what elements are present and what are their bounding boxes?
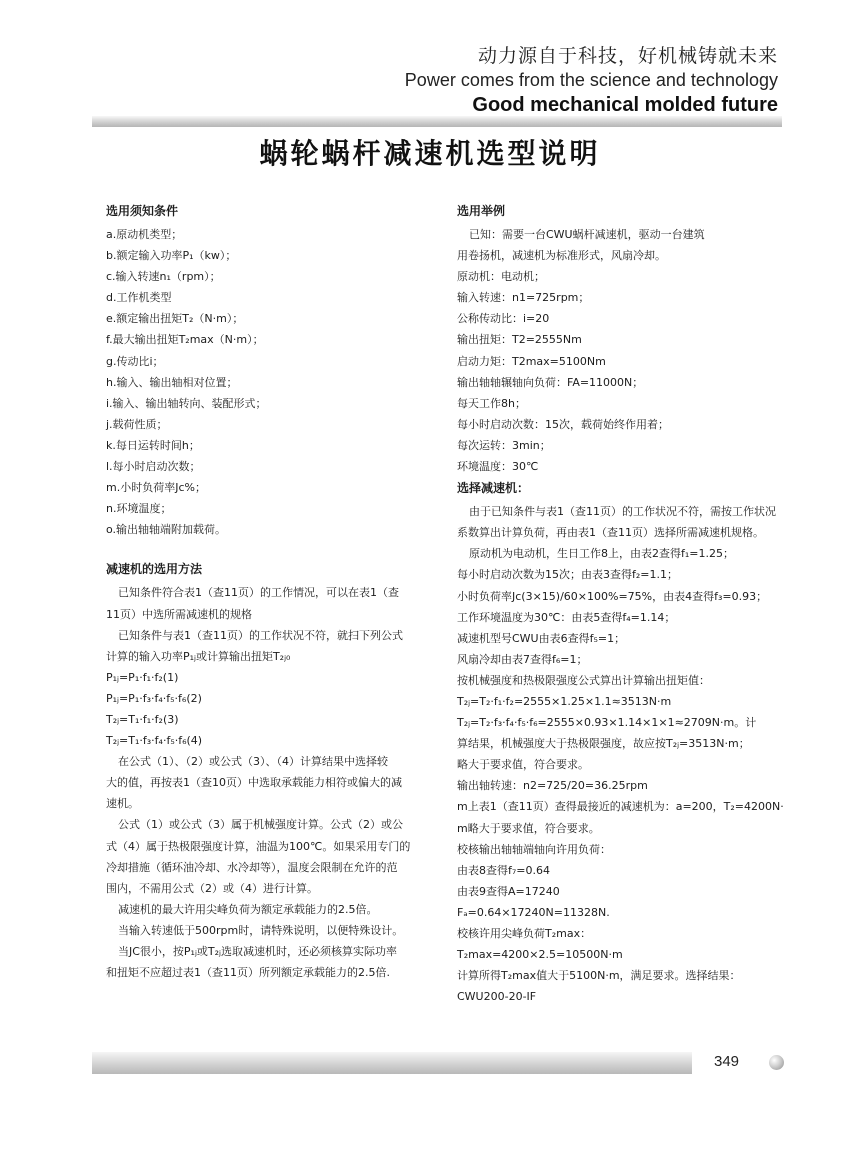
select-line: 由表8查得f₇=0.64 [457, 863, 550, 877]
condition-item: f.最大输出扭矩T₂max（N·m）； [106, 333, 264, 347]
method-line: 大的值，再按表1（查10页）中选取承载能力相符或偏大的减 [106, 776, 402, 790]
example-line: 每次运转：3min； [457, 438, 551, 452]
select-line: 按机械强度和热极限强度公式算出计算输出扭矩值： [457, 673, 710, 687]
slogan-english-line-1: Power comes from the science and technology [404, 70, 778, 90]
method-line: 已知条件符合表1（查11页）的工作情况，可以在表1（查 [118, 586, 399, 600]
select-line: 由于已知条件与表1（查11页）的工作状况不符，需按工作状况 [469, 505, 776, 519]
example-line: 公称传动比：i=20 [457, 312, 550, 326]
conditions-list [106, 224, 406, 540]
select-line: 每小时启动次数为15次；由表3查得f₂=1.1； [457, 568, 678, 582]
select-line: m上表1（查11页）查得最接近的减速机为：a=200，T₂=4200N· [457, 800, 784, 814]
condition-item: k.每日运转时间h； [106, 438, 200, 452]
method-line: 和扭矩不应超过表1（查11页）所列额定承载能力的2.5倍. [106, 966, 390, 980]
condition-item: l.每小时启动次数； [106, 460, 201, 474]
page-dot-icon [769, 1055, 784, 1070]
method-line: 当JC很小，按P₁ⱼ或T₂ⱼ选取减速机时，还必须核算实际功率 [118, 945, 397, 958]
condition-item: a.原动机类型； [106, 228, 183, 241]
condition-item: m.小时负荷率Jc%； [106, 481, 206, 495]
example-line: 已知：需要一台CWU蜗杆减速机，驱动一台建筑 [469, 228, 705, 241]
select-line: 输出轴转速：n2=725/20=36.25rpm [457, 779, 648, 793]
method-line: 11页）中选所需减速机的规格 [106, 607, 252, 621]
page-title: 蜗轮蜗杆减速机选型说明 [259, 137, 601, 170]
method-line: 公式（1）或公式（3）属于机械强度计算。公式（2）或公 [118, 818, 403, 832]
select-line: 工作环境温度为30℃：由表5查得f₄=1.14； [457, 610, 676, 624]
formula-line: P₁ⱼ=P₁·f₁·f₂(1) [106, 670, 179, 684]
formula-line: T₂ⱼ=T₂·f₃·f₄·f₅·f₆=2555×0.93×1.14×1×1≈2709N·m。计 [457, 716, 757, 730]
example-line: 每天工作8h； [457, 396, 526, 410]
select-line: 风扇冷却由表7查得f₆=1； [457, 652, 588, 666]
formula-line: T₂ⱼ=T₂·f₁·f₂=2555×1.25×1.1≈3513N·m [457, 694, 672, 708]
condition-item: b.额定输入功率P₁（kw）； [106, 249, 237, 263]
example-line: 原动机：电动机； [457, 270, 545, 284]
condition-item: c.输入转速n₁（rpm）； [106, 270, 221, 284]
select-line: 由表9查得A=17240 [457, 884, 560, 898]
example-line: 用卷扬机，减速机为标准形式，风扇冷却。 [457, 249, 666, 263]
select-line: m略大于要求值，符合要求。 [457, 821, 600, 835]
select-line: 计算所得T₂max值大于5100N·m，满足要求。选择结果： [457, 969, 741, 983]
condition-item: g.传动比i； [106, 354, 164, 368]
method-line: 当输入转速低于500rpm时，请特殊说明，以便特殊设计。 [118, 923, 404, 937]
method-line: 在公式（1）、（2）或公式（3）、（4）计算结果中选择较 [118, 755, 388, 769]
method-line: 围内，不需用公式（2）或（4）进行计算。 [106, 881, 318, 895]
condition-item: d.工作机类型 [106, 291, 172, 305]
footer-divider [92, 1052, 692, 1074]
conditions-heading: 选用须知条件 [106, 204, 179, 218]
select-line: 略大于要求值，符合要求。 [457, 758, 589, 772]
select-line: 减速机型号CWU由表6查得f₅=1； [457, 631, 626, 645]
select-body [457, 501, 784, 1007]
condition-item: i.输入、输出轴转向、装配形式； [106, 396, 267, 410]
example-line: 输出扭矩：T2=2555Nm [457, 333, 582, 347]
condition-item: j.载荷性质； [106, 417, 168, 431]
condition-item: n.环境温度； [106, 502, 172, 516]
select-line: 小时负荷率Jc(3×15)/60×100%=75%，由表4查得f₃=0.93； [457, 589, 768, 603]
header-divider [92, 116, 782, 127]
example-body [457, 224, 779, 477]
slogan-chinese: 动力源自于科技，好机械铸就未来 [477, 45, 778, 67]
example-heading: 选用举例 [457, 204, 506, 218]
select-line: 原动机为电动机，生日工作8上，由表2查得f₁=1.25； [469, 547, 734, 561]
select-line: T₂max=4200×2.5=10500N·m [457, 948, 623, 962]
example-line: 输出轴轴辗轴向负荷：FA=11000N； [457, 375, 644, 389]
example-line: 输入转速：n1=725rpm； [457, 291, 590, 305]
condition-item: h.输入、输出轴相对位置； [106, 375, 238, 389]
formula-line: T₂ⱼ=T₁·f₃·f₄·f₅·f₆(4) [106, 734, 203, 748]
select-line: 系数算出计算负荷，再由表1（查11页）选择所需减速机规格。 [457, 526, 764, 540]
select-result: CWU200-20-IF [457, 990, 537, 1004]
method-heading: 减速机的选用方法 [106, 562, 203, 577]
example-line: 启动力矩：T2max=5100Nm [457, 354, 606, 368]
example-line: 每小时启动次数：15次，载荷始终作用着； [457, 417, 669, 431]
method-line: 减速机的最大许用尖峰负荷为额定承载能力的2.5倍。 [118, 902, 378, 916]
select-heading: 选择减速机： [457, 481, 530, 496]
select-line: 校核输出轴轴端轴向许用负荷： [457, 842, 611, 856]
left-column [106, 200, 411, 983]
select-line: Fₐ=0.64×17240N=11328N. [457, 905, 610, 919]
header-slogan [405, 44, 778, 118]
method-line: 速机。 [106, 797, 139, 811]
condition-item: o.输出轴轴端附加载荷。 [106, 523, 227, 537]
page-number: 349 [714, 1053, 740, 1070]
select-line: 算结果，机械强度大于热极限强度，故应按T₂ⱼ=3513N·m； [457, 737, 750, 751]
right-column [457, 200, 784, 1007]
formula-line: T₂ⱼ=T₁·f₁·f₂(3) [106, 712, 179, 726]
example-line: 环境温度：30℃ [457, 460, 539, 474]
method-line: 计算的输入功率P₁ⱼ或计算输出扭矩T₂ⱼ₀ [106, 649, 291, 663]
method-line: 式（4）属于热极限强度计算，油温为100℃。如果采用专门的 [106, 839, 411, 853]
slogan-english-line-2: Good mechanical molded future [472, 94, 778, 116]
condition-item: e.额定输出扭矩T₂（N·m）； [106, 312, 244, 326]
select-line: 校核许用尖峰负荷T₂max： [457, 927, 592, 940]
method-body [106, 582, 411, 983]
formula-line: P₁ⱼ=P₁·f₃·f₄·f₅·f₆(2) [106, 691, 202, 705]
method-line: 冷却措施（循环油冷却、水冷却等），温度会限制在允许的范 [106, 860, 398, 874]
method-line: 已知条件与表1（查11页）的工作状况不符，就扫下列公式 [118, 628, 403, 642]
